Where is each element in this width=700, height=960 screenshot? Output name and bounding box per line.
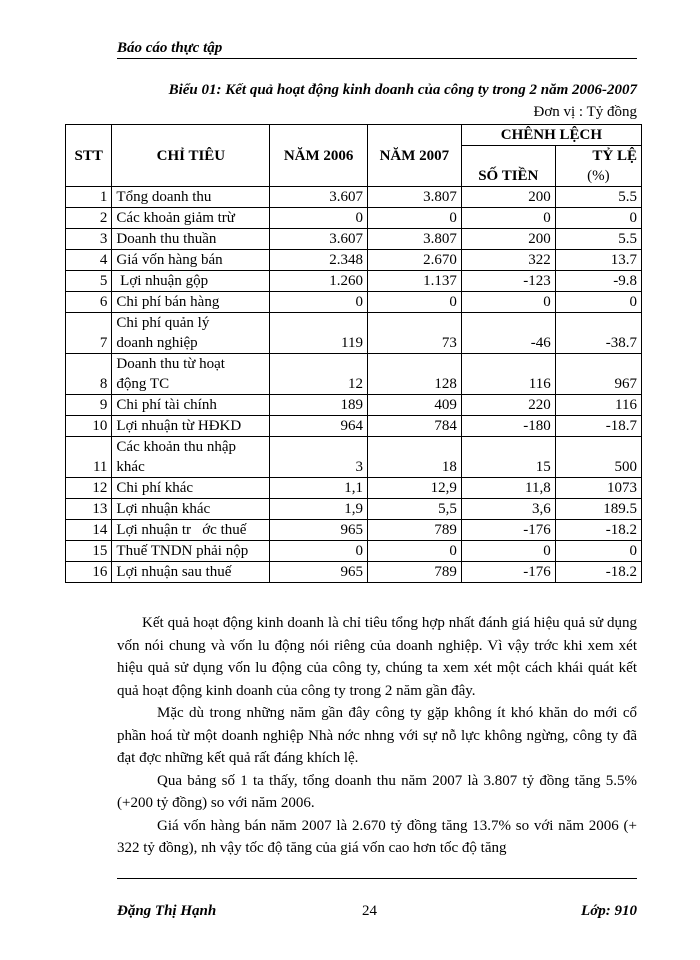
row-ty-le: 189.5: [555, 499, 641, 520]
row-chi-tieu-line1: Doanh thu thuần: [116, 231, 217, 247]
row-so-tien: 220: [461, 395, 555, 416]
row-2007: 1.137: [367, 271, 461, 292]
row-ty-le: 0: [555, 541, 641, 562]
row-chi-tieu: [112, 520, 270, 541]
table-row: [66, 541, 642, 562]
row-chi-tieu-line1: Lợi nhuận từ HĐKD: [116, 418, 242, 434]
row-stt: 15: [66, 541, 112, 562]
row-chi-tieu: [112, 229, 270, 250]
row-chi-tieu-line2: doanh nghiệp: [116, 335, 198, 351]
row-ty-le: -18.7: [555, 416, 641, 437]
row-chi-tieu-line2: động TC: [116, 376, 170, 392]
row-chi-tieu-line1: Lợi nhuận khác: [116, 501, 211, 517]
table-row: [66, 229, 642, 250]
header-chenh-lech: CHÊNH LỆCH: [461, 125, 641, 146]
row-so-tien: 15: [461, 437, 555, 478]
row-so-tien: 116: [461, 354, 555, 395]
row-so-tien: 0: [461, 208, 555, 229]
row-2006: 3.607: [270, 187, 368, 208]
row-so-tien: 0: [461, 541, 555, 562]
row-chi-tieu-line1: Lợi nhuận gộp: [116, 273, 209, 289]
row-2006: 12: [270, 354, 368, 395]
row-stt: 2: [66, 208, 112, 229]
paragraph: Mặc dù trong những năm gần đây công ty gặp không ít khó khăn do mới cổ phần hoá từ một doanh nghiệp Nhà nớc nhng với sự nỗ lực không ngừng, công ty đã đạt đợc những kết quả rất đáng khích lệ.: [117, 705, 637, 766]
row-chi-tieu-line1: Chi phí khác: [116, 480, 194, 496]
table-body: [66, 187, 642, 583]
row-chi-tieu: [112, 541, 270, 562]
row-chi-tieu: [112, 354, 270, 395]
footer-author: Đặng Thị Hạnh: [117, 903, 217, 919]
row-2006: 189: [270, 395, 368, 416]
row-2007: 5,5: [367, 499, 461, 520]
row-stt: 7: [66, 313, 112, 354]
table-row: [66, 437, 642, 478]
row-chi-tieu-line1: Doanh thu từ hoạt: [116, 356, 225, 372]
row-stt: 3: [66, 229, 112, 250]
row-2006: 119: [270, 313, 368, 354]
row-chi-tieu-line1: Lợi nhuận tr ớc thuế: [116, 522, 247, 538]
row-chi-tieu-line1: Các khoản giảm trừ: [116, 210, 235, 226]
row-so-tien: -176: [461, 520, 555, 541]
row-2007: 0: [367, 208, 461, 229]
row-ty-le: 0: [555, 292, 641, 313]
table-row: [66, 416, 642, 437]
table-row: [66, 271, 642, 292]
row-2006: 0: [270, 541, 368, 562]
row-2006: 1.260: [270, 271, 368, 292]
table-row: [66, 208, 642, 229]
row-chi-tieu: [112, 271, 270, 292]
page-number: 24: [362, 903, 377, 919]
row-chi-tieu-line1: Chi phí quản lý: [116, 315, 210, 331]
row-2007: 3.807: [367, 229, 461, 250]
row-chi-tieu-line1: Thuế TNDN phải nộp: [116, 543, 249, 559]
header-ty-le: [555, 146, 641, 187]
row-so-tien: 3,6: [461, 499, 555, 520]
business-results-table: [65, 124, 642, 583]
paragraph: Giá vốn hàng bán năm 2007 là 2.670 tỷ đồng tăng 13.7% so với năm 2006 (+ 322 tỷ đồng), nh vậy tốc độ tăng của giá vốn cao hơn tốc độ tăng: [117, 817, 637, 856]
row-chi-tieu-line1: Chi phí bán hàng: [116, 294, 220, 310]
row-ty-le: 5.5: [555, 229, 641, 250]
body-text: [117, 612, 637, 860]
row-ty-le: 5.5: [555, 187, 641, 208]
header-so-tien: SỐ TIỀN: [461, 146, 555, 187]
row-so-tien: 322: [461, 250, 555, 271]
row-chi-tieu: [112, 499, 270, 520]
row-stt: 9: [66, 395, 112, 416]
row-so-tien: -46: [461, 313, 555, 354]
row-2006: 0: [270, 292, 368, 313]
row-chi-tieu: [112, 250, 270, 271]
row-2006: 965: [270, 520, 368, 541]
table-row: [66, 292, 642, 313]
row-stt: 14: [66, 520, 112, 541]
row-chi-tieu: [112, 395, 270, 416]
header-ty-le-label: TỶ LỆ: [592, 148, 637, 164]
row-chi-tieu-line1: Tổng doanh thu: [116, 189, 212, 205]
row-2007: 0: [367, 541, 461, 562]
row-2007: 73: [367, 313, 461, 354]
row-stt: 4: [66, 250, 112, 271]
row-2007: 0: [367, 292, 461, 313]
row-chi-tieu-line1: Lợi nhuận sau thuế: [116, 564, 232, 580]
row-2007: 18: [367, 437, 461, 478]
table-row: [66, 499, 642, 520]
row-stt: 11: [66, 437, 112, 478]
row-2006: 964: [270, 416, 368, 437]
paragraph: Qua bảng số 1 ta thấy, tổng doanh thu năm 2007 là 3.807 tỷ đồng tăng 5.5% (+200 tỷ đồng) so với năm 2006.: [117, 772, 637, 811]
row-chi-tieu-line1: Giá vốn hàng bán: [116, 252, 223, 268]
row-2007: 3.807: [367, 187, 461, 208]
row-chi-tieu: [112, 292, 270, 313]
row-2006: 3: [270, 437, 368, 478]
row-ty-le: 967: [555, 354, 641, 395]
row-2007: 128: [367, 354, 461, 395]
paragraph: Kết quả hoạt động kinh doanh là chỉ tiêu tổng hợp nhất đánh giá hiệu quả sử dụng vốn nói chung và vốn lu động nói riêng của doanh nghiệp. Vì vậy trớc khi xem xét hiệu quả sử dụng vốn lu động của công ty, chúng ta xem xét một cách khái quát kết quả hoạt động kinh doanh của công ty trong 2 năm gần đây.: [117, 615, 637, 699]
row-2006: 3.607: [270, 229, 368, 250]
row-stt: 6: [66, 292, 112, 313]
row-ty-le: 116: [555, 395, 641, 416]
row-2006: 1,1: [270, 478, 368, 499]
header-chi-tieu: CHỈ TIÊU: [112, 125, 270, 187]
row-ty-le: 13.7: [555, 250, 641, 271]
footer-class: Lớp: 910: [581, 903, 637, 919]
row-chi-tieu: [112, 187, 270, 208]
row-stt: 13: [66, 499, 112, 520]
row-so-tien: -180: [461, 416, 555, 437]
table-row: [66, 478, 642, 499]
row-chi-tieu: [112, 313, 270, 354]
header-2007: NĂM 2007: [367, 125, 461, 187]
row-2007: 789: [367, 520, 461, 541]
row-2007: 409: [367, 395, 461, 416]
row-2007: 2.670: [367, 250, 461, 271]
row-chi-tieu-line1: Chi phí tài chính: [116, 397, 217, 413]
table-caption: Biểu 01: Kết quả hoạt động kinh doanh của công ty trong 2 năm 2006-2007: [168, 82, 637, 98]
row-so-tien: 0: [461, 292, 555, 313]
table-row: [66, 250, 642, 271]
row-so-tien: 200: [461, 229, 555, 250]
row-chi-tieu: [112, 478, 270, 499]
row-so-tien: -123: [461, 271, 555, 292]
header-2006: NĂM 2006: [270, 125, 368, 187]
row-chi-tieu-line1: Các khoản thu nhập: [116, 439, 236, 455]
table-row: [66, 187, 642, 208]
header-ty-le-unit: (%): [587, 168, 610, 184]
row-stt: 1: [66, 187, 112, 208]
row-ty-le: 0: [555, 208, 641, 229]
row-chi-tieu: [112, 437, 270, 478]
unit-label: Đơn vị : Tỷ đồng: [533, 104, 637, 120]
row-ty-le: -9.8: [555, 271, 641, 292]
row-2007: 789: [367, 562, 461, 583]
row-so-tien: -176: [461, 562, 555, 583]
row-2007: 784: [367, 416, 461, 437]
row-ty-le: -18.2: [555, 562, 641, 583]
row-ty-le: -18.2: [555, 520, 641, 541]
row-stt: 5: [66, 271, 112, 292]
table-row: [66, 562, 642, 583]
row-chi-tieu: [112, 416, 270, 437]
report-header: Báo cáo thực tập: [117, 40, 637, 59]
row-2006: 0: [270, 208, 368, 229]
row-2006: 965: [270, 562, 368, 583]
row-ty-le: 500: [555, 437, 641, 478]
table-row: [66, 313, 642, 354]
table-row: [66, 520, 642, 541]
row-so-tien: 200: [461, 187, 555, 208]
row-2006: 1,9: [270, 499, 368, 520]
row-so-tien: 11,8: [461, 478, 555, 499]
row-2006: 2.348: [270, 250, 368, 271]
row-2007: 12,9: [367, 478, 461, 499]
row-ty-le: 1073: [555, 478, 641, 499]
row-chi-tieu: [112, 208, 270, 229]
footer-divider: [117, 878, 637, 879]
header-stt: STT: [66, 125, 112, 187]
row-stt: 10: [66, 416, 112, 437]
table-row: [66, 395, 642, 416]
row-chi-tieu: [112, 562, 270, 583]
row-stt: 8: [66, 354, 112, 395]
table-row: [66, 354, 642, 395]
row-stt: 16: [66, 562, 112, 583]
row-stt: 12: [66, 478, 112, 499]
row-chi-tieu-line2: khác: [116, 459, 145, 475]
row-ty-le: -38.7: [555, 313, 641, 354]
